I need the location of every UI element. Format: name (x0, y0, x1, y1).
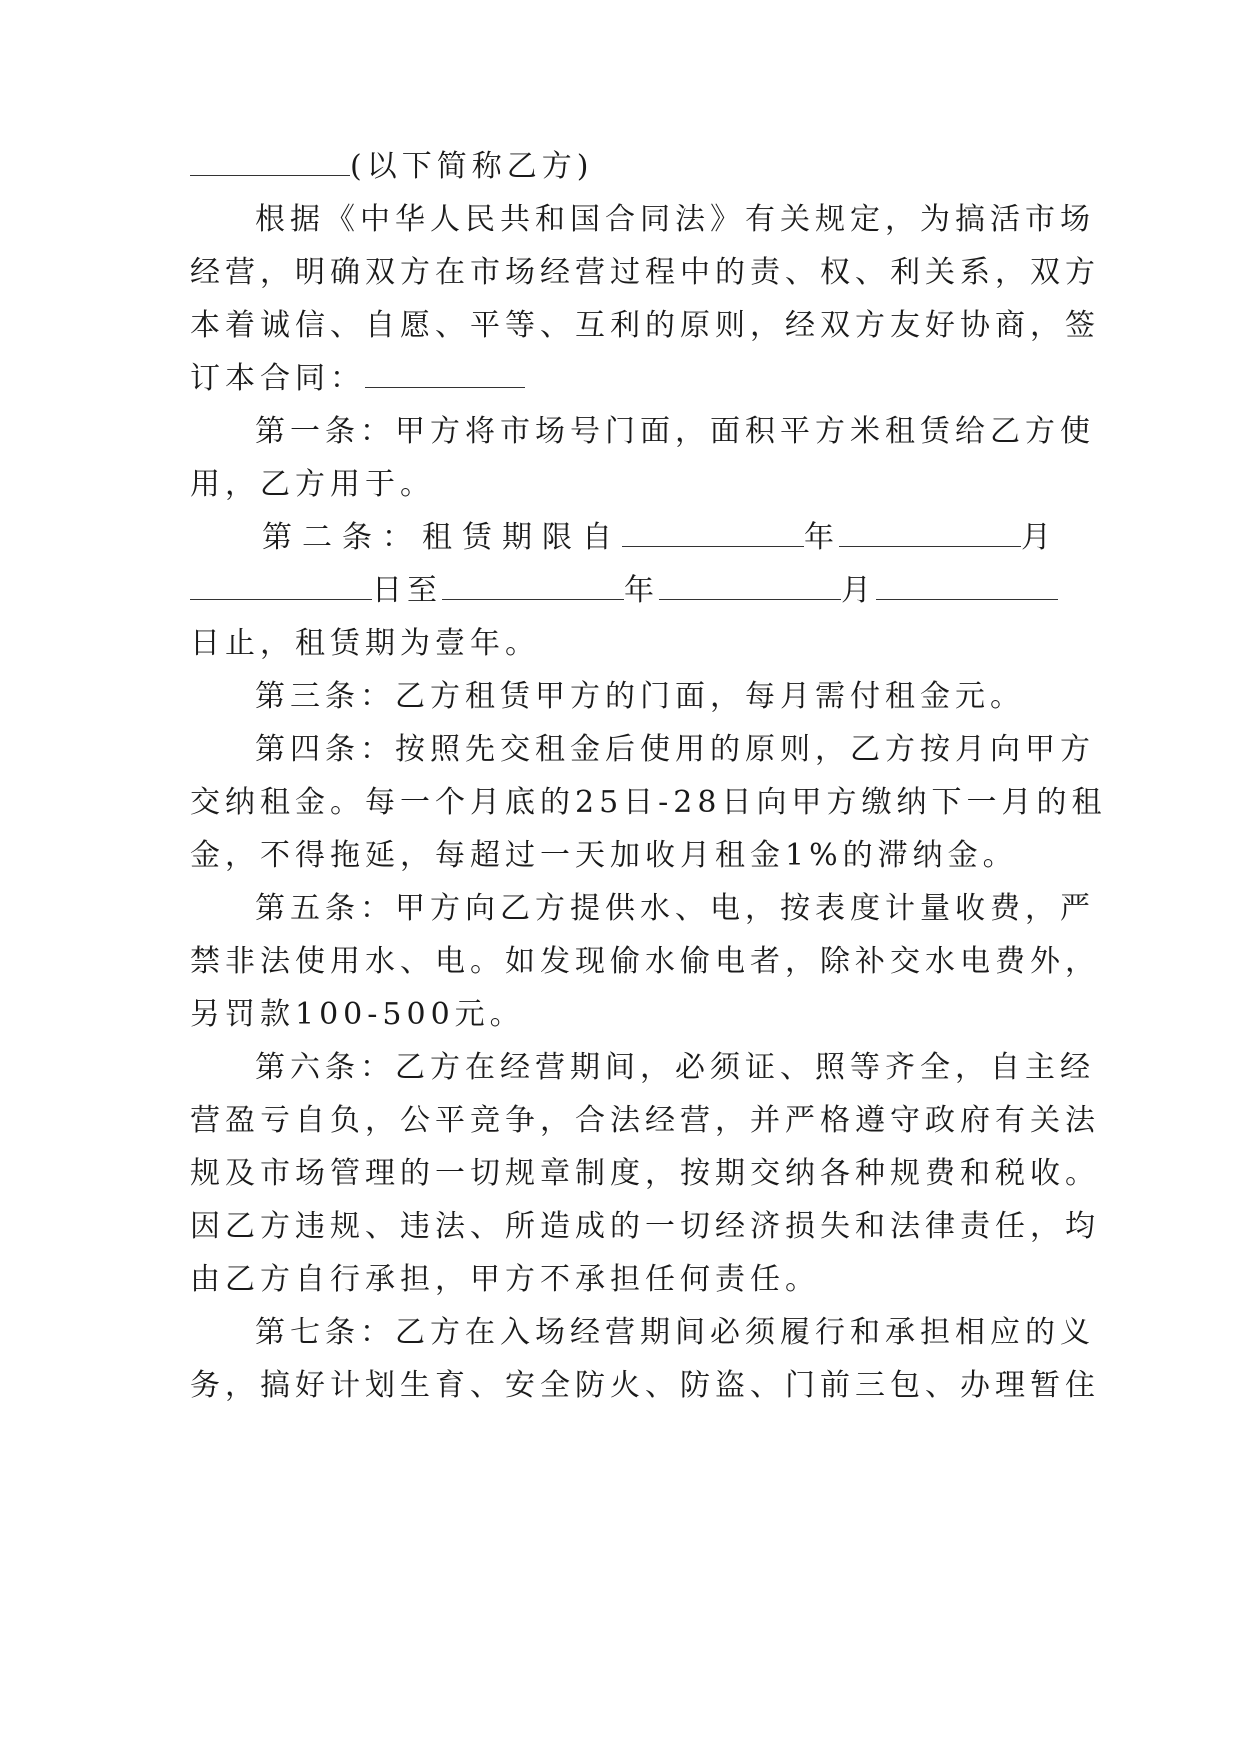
end-month-blank (659, 577, 841, 600)
article-2-line-3: 日止，租赁期为壹年。 (190, 626, 540, 661)
article-3-line-1: 第三条：乙方租赁甲方的门面，每月需付租金元。 (255, 679, 1025, 714)
article-1-line-2: 用，乙方用于。 (190, 467, 435, 502)
end-month-label: 月 (841, 573, 876, 608)
start-day-label: 日至 (372, 573, 442, 608)
party-b-line (190, 138, 1050, 196)
article-7-line-2: 务，搞好计划生育、安全防火、防盗、门前三包、办理暂住 (190, 1368, 1100, 1403)
article-1-line-1: 第一条：甲方将市场号门面，面积平方米租赁给乙方使 (255, 414, 1095, 449)
start-year-blank (622, 524, 804, 547)
end-year-label: 年 (624, 573, 659, 608)
start-month-blank (839, 524, 1021, 547)
signing-blank (365, 365, 525, 388)
article-6-line-2: 营盈亏自负，公平竞争，合法经营，并严格遵守政府有关法 (190, 1103, 1100, 1138)
party-b-label: (以下简称乙方) (350, 149, 594, 184)
preamble-line-2: 经营，明确双方在市场经营过程中的责、权、利关系，双方 (190, 255, 1100, 290)
preamble-line-4 (190, 350, 1050, 408)
article-4-line-3: 金，不得拖延，每超过一天加收月租金1%的滞纳金。 (190, 838, 1018, 873)
article-5-line-1: 第五条：甲方向乙方提供水、电，按表度计量收费，严 (255, 891, 1095, 926)
party-b-blank (190, 153, 350, 176)
article-2-line-2 (190, 562, 1050, 620)
article-5-line-2: 禁非法使用水、电。如发现偷水偷电者，除补交水电费外， (190, 944, 1100, 979)
article-2-line-1 (262, 509, 1057, 567)
preamble-line-3: 本着诚信、自愿、平等、互利的原则，经双方友好协商，签 (190, 308, 1100, 343)
start-month-label: 月 (1021, 520, 1056, 555)
article-5-line-3: 另罚款100-500元。 (190, 997, 525, 1032)
article-4-line-1: 第四条：按照先交租金后使用的原则，乙方按月向甲方 (255, 732, 1095, 767)
start-year-label: 年 (804, 520, 839, 555)
article-6-line-5: 由乙方自行承担，甲方不承担任何责任。 (190, 1262, 820, 1297)
start-day-blank (190, 577, 372, 600)
end-day-blank (876, 577, 1058, 600)
article-7-line-1: 第七条：乙方在入场经营期间必须履行和承担相应的义 (255, 1315, 1095, 1350)
article-4-line-2: 交纳租金。每一个月底的25日-28日向甲方缴纳下一月的租 (190, 785, 1107, 820)
article-6-line-1: 第六条：乙方在经营期间，必须证、照等齐全，自主经 (255, 1050, 1095, 1085)
article-6-line-3: 规及市场管理的一切规章制度，按期交纳各种规费和税收。 (190, 1156, 1100, 1191)
end-year-blank (442, 577, 624, 600)
article-6-line-4: 因乙方违规、违法、所造成的一切经济损失和法律责任，均 (190, 1209, 1100, 1244)
preamble-line-1: 根据《中华人民共和国合同法》有关规定，为搞活市场 (255, 202, 1095, 237)
article-2-label: 第二条：租赁期限自 (262, 520, 622, 555)
preamble-line-4-text: 订本合同： (190, 361, 365, 396)
